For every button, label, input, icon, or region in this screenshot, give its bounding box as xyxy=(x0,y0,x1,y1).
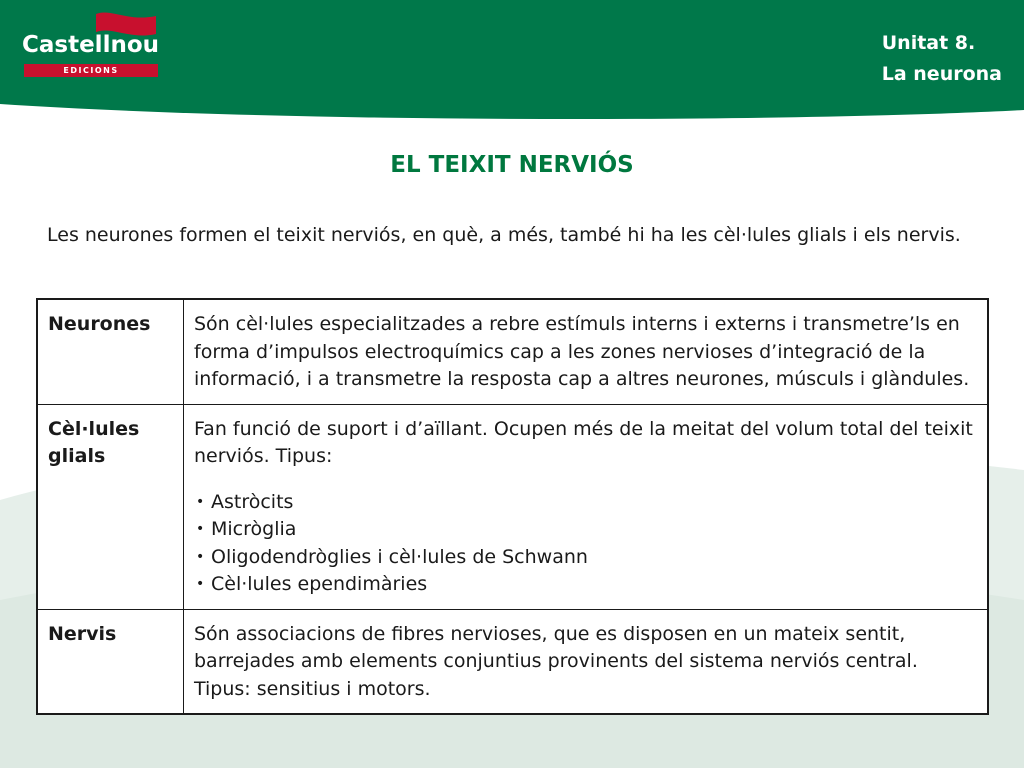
glial-types-list xyxy=(194,489,977,599)
table-row-glials xyxy=(37,404,988,609)
list-item-label: Oligodendròglies i cèl·lules de Schwann xyxy=(211,545,588,568)
logo-subtitle: EDICIONS xyxy=(63,66,119,75)
list-item-label: Astròcits xyxy=(211,490,294,513)
page-title: EL TEIXIT NERVIÓS xyxy=(390,152,634,178)
bullet-icon: • xyxy=(196,521,205,537)
list-item xyxy=(194,571,977,599)
tissue-components-table xyxy=(36,298,989,715)
row-description: Fan funció de suport i d’aïllant. Ocupen més de la meitat del volum total del teixit nerviós. Tipus: xyxy=(194,417,973,467)
list-item xyxy=(194,544,977,572)
row-description: Són associacions de fibres nervioses, que es disposen en un mateix sentit, barrejades amb elements conjuntius provinents del sistema nerviós central. Tipus: sensitius i motors. xyxy=(184,609,989,714)
list-item-label: Cèl·lules ependimàries xyxy=(211,573,428,595)
bullet-icon: • xyxy=(196,576,205,592)
row-description: Són cèl·lules especialitzades a rebre estímuls interns i externs i transmetre’ls en forma d’impulsos electroquímics cap a les zones nervioses d’integració de la informació, i a transmetre la resposta cap a altres neurones, músculs i glàndules. xyxy=(184,299,989,404)
table-row-neurones xyxy=(37,299,988,404)
row-term: Neurones xyxy=(37,299,184,404)
row-term: Nervis xyxy=(37,609,184,714)
publisher-logo xyxy=(22,10,162,80)
list-item xyxy=(194,489,977,517)
bullet-icon: • xyxy=(196,493,205,510)
intro-paragraph: Les neurones formen el teixit nerviós, en què, a més, també hi ha les cèl·lules glials i els nervis. xyxy=(47,224,961,246)
row-description-cell xyxy=(184,404,989,609)
unit-topic: La neurona xyxy=(881,63,1002,85)
list-item xyxy=(194,516,977,544)
bullet-icon: • xyxy=(196,548,205,565)
unit-heading xyxy=(882,28,1002,90)
row-term: Cèl·lules glials xyxy=(37,404,184,609)
table-row-nervis xyxy=(37,609,988,714)
unit-number: Unitat 8. xyxy=(881,32,976,54)
list-item-label: Micròglia xyxy=(211,518,297,540)
logo-wordmark: Castellnou xyxy=(22,32,160,58)
